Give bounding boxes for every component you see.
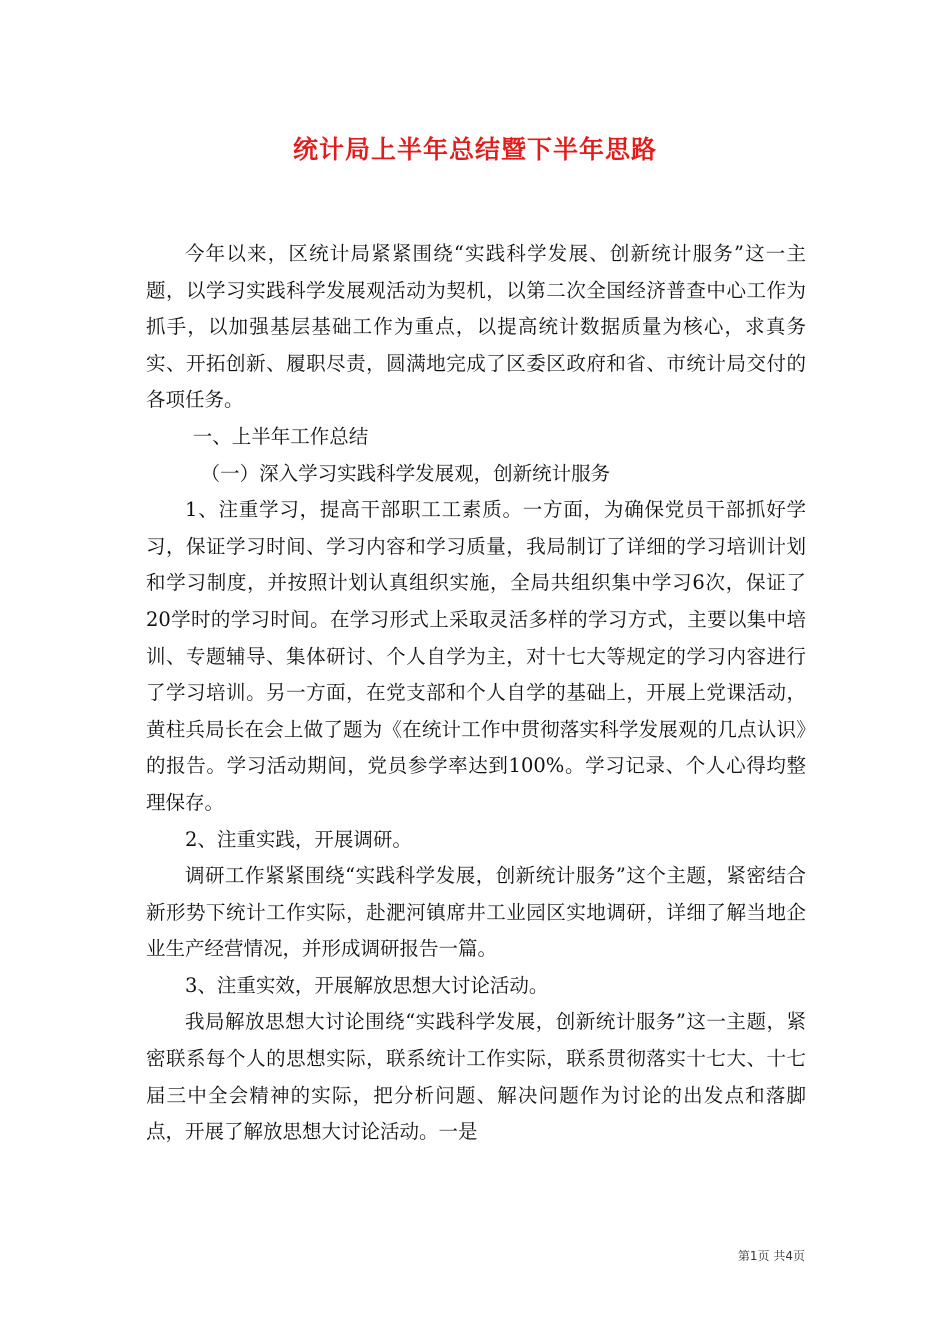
body-paragraph: 3、注重实效，开展解放思想大讨论活动。: [185, 973, 549, 997]
body-paragraph: 今年以来，区统计局紧紧围绕“实践科学发展、创新统计服务”这一主题，以学习实践科学发展观活动为契机，以第二次全国经济普查中心工作为抓手，以加强基层基础工作为重点，以提高统计数据质量为核心，求真务实、开拓创新、履职尽责，圆满地完成了区委区政府和省、市统计局交付的各项任务。: [146, 242, 806, 412]
body-paragraph: 1、注重学习，提高干部职工工素质。一方面，为确保党员干部抓好学习，保证学习时间、学习内容和学习质量，我局制订了详细的学习培训计划和学习制度，并按照计划认真组织实施，全局共组织集中学习6次，保证了20学时的学习时间。在学习形式上采取灵活多样的学习方式，主要以集中培训、专题辅导、集体研讨、个人自学为主，对十七大等规定的学习内容进行了学习培训。另一方面，在党支部和个人自学的基础上，开展上党课活动，黄柱兵局长在会上做了题为《在统计工作中贯彻落实科学发展观的几点认识》的报告。学习活动期间，党员参学率达到100%。学习记录、个人心得均整理保存。: [146, 498, 806, 814]
document-title: 统计局上半年总结暨下半年思路: [292, 135, 657, 164]
body-paragraph: 我局解放思想大讨论围绕“实践科学发展，创新统计服务”这一主题，紧密联系每个人的思想实际，联系统计工作实际，联系贯彻落实十七大、十七届三中全会精神的实际，把分析问题、解决问题作为讨论的出发点和落脚点，开展了解放思想大讨论活动。一是: [146, 1010, 806, 1144]
section-heading: 一、上半年工作总结: [192, 424, 369, 448]
page-footer: 第1页 共4页: [737, 1249, 805, 1263]
body-paragraph: 调研工作紧紧围绕“实践科学发展，创新统计服务”这个主题，紧密结合新形势下统计工作实际，赴淝河镇席井工业园区实地调研，详细了解当地企业生产经营情况，并形成调研报告一篇。: [146, 864, 806, 961]
subsection-heading: （一）深入学习实践科学发展观，创新统计服务: [200, 461, 611, 485]
body-paragraph: 2、注重实践，开展调研。: [185, 827, 412, 851]
document-body: [146, 236, 806, 1151]
